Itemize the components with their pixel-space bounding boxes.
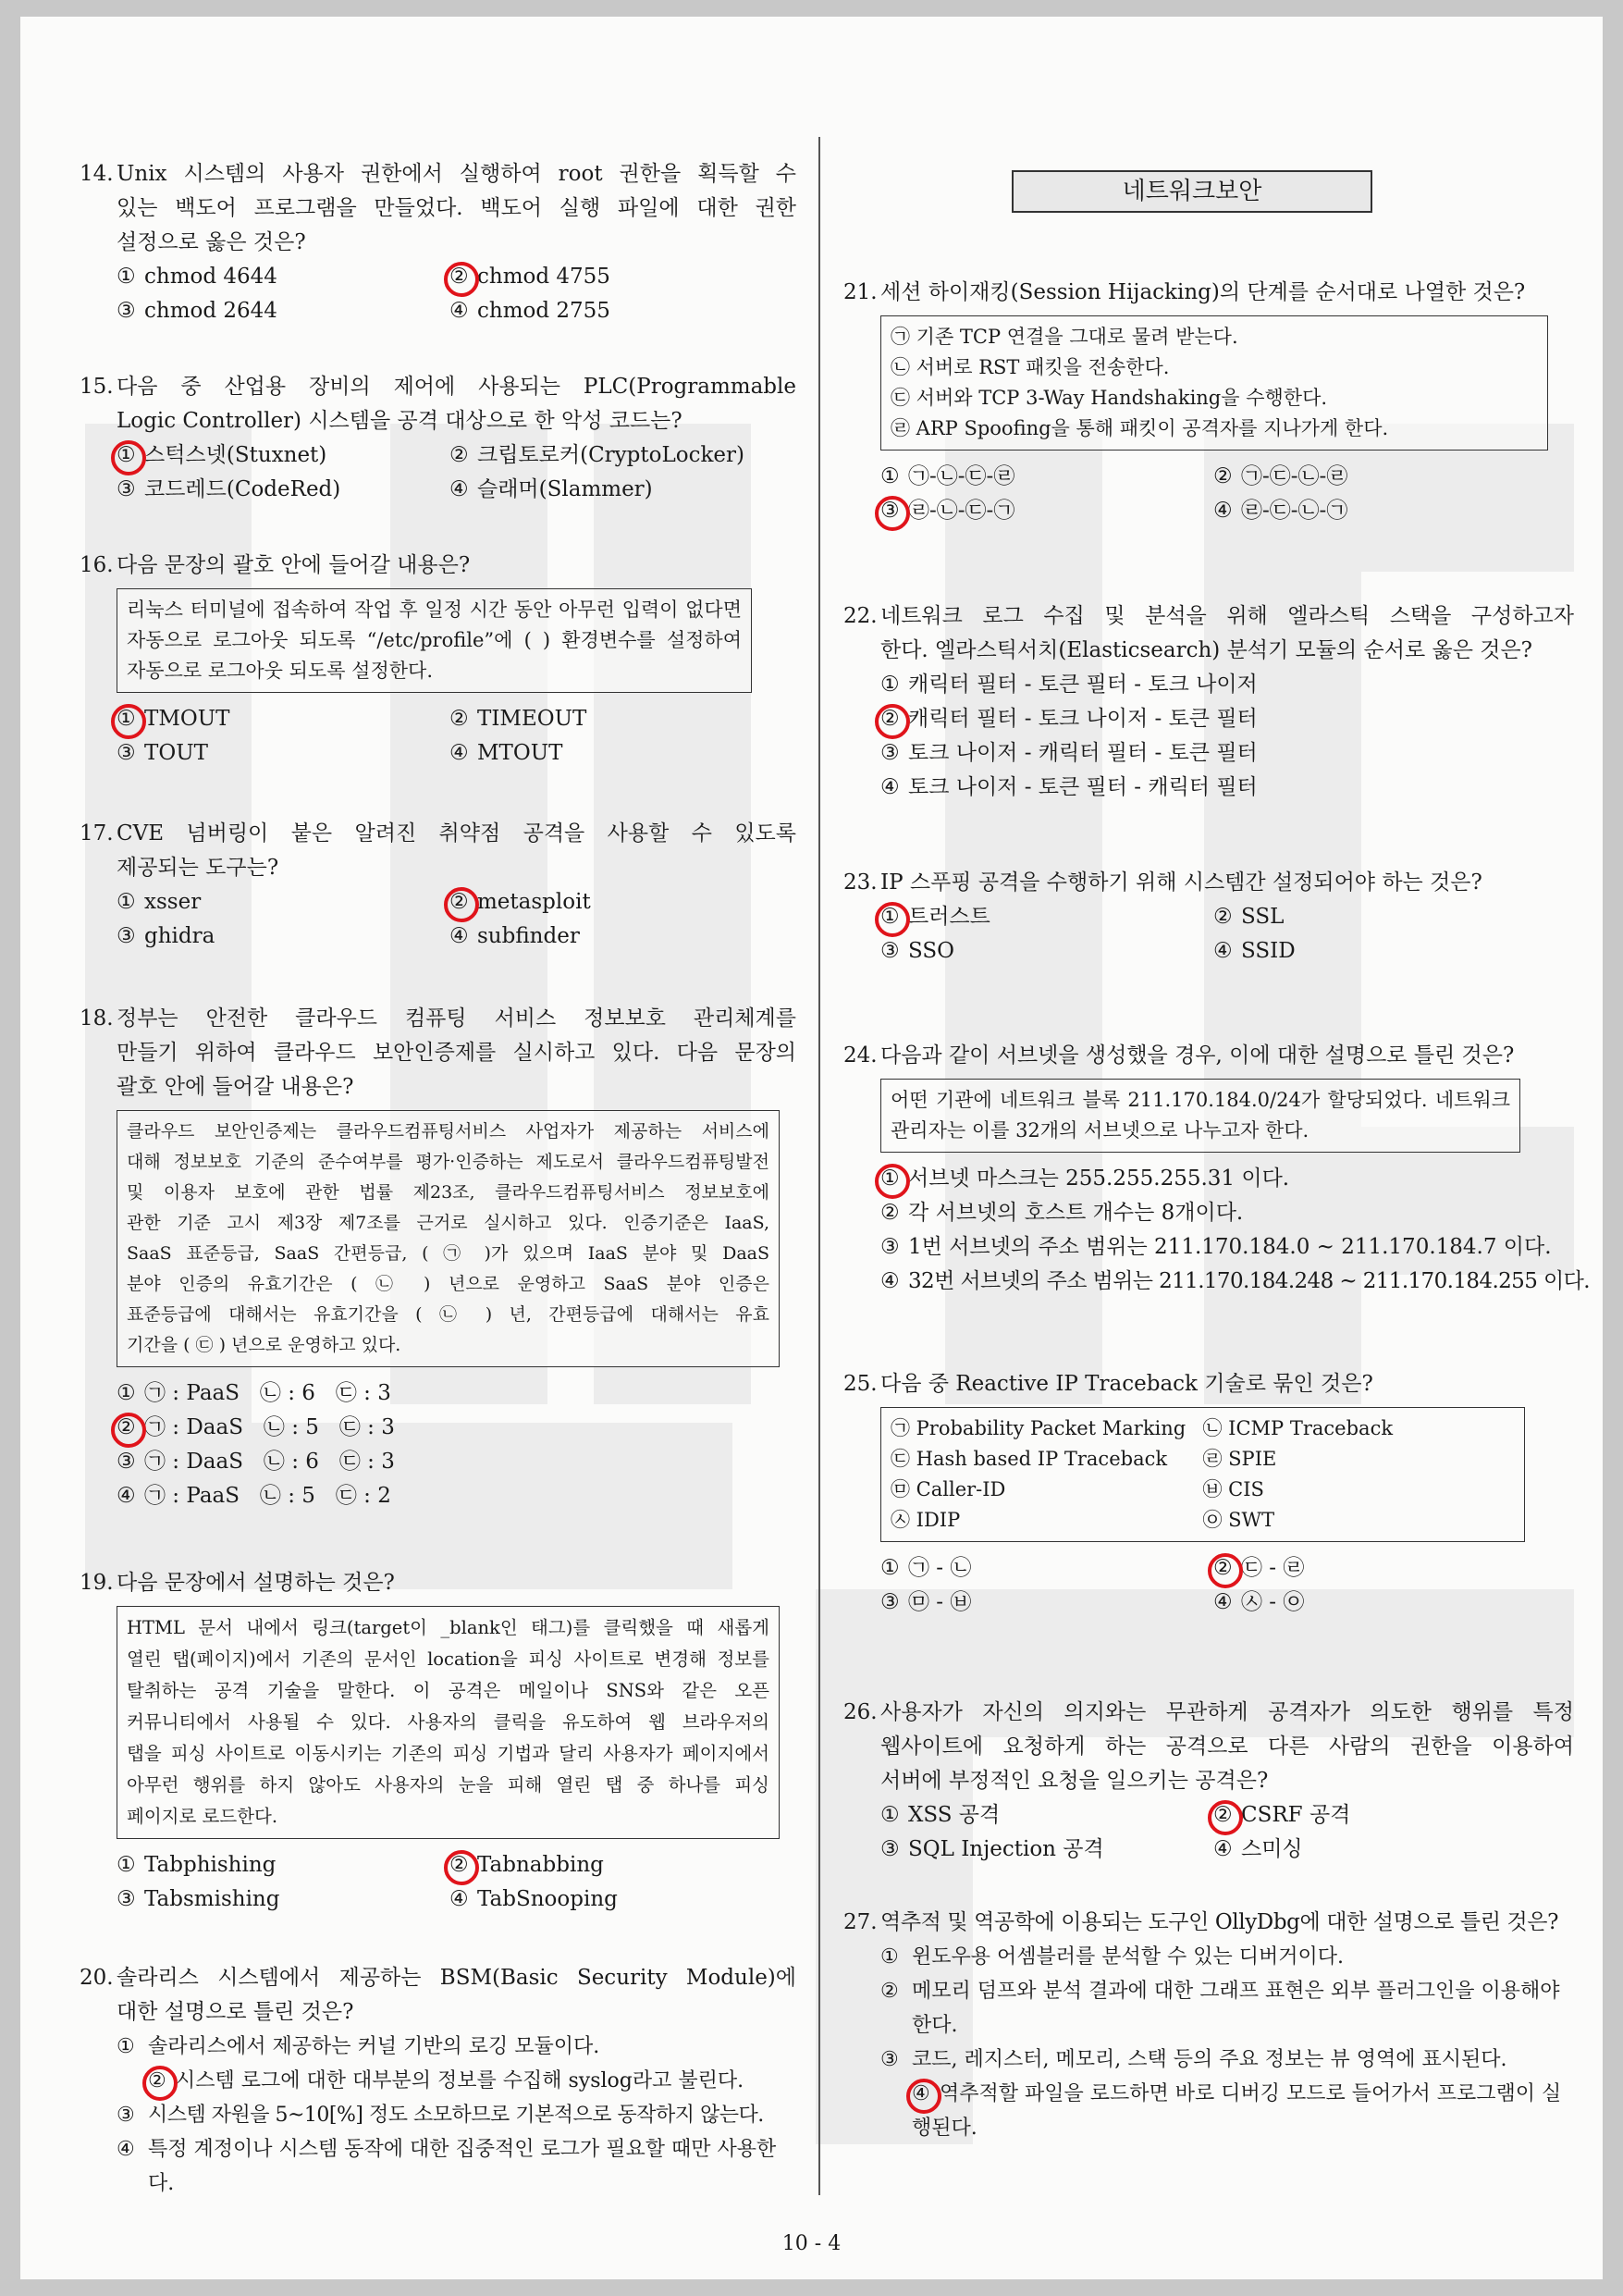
option-4[interactable] [1213,1586,1574,1620]
option-2-answer[interactable] [449,260,796,294]
option-marker: ② [449,443,469,467]
answer-marker: ④ [912,2077,940,2111]
option-text: ghidra [144,924,215,948]
option-text: ㉦ - ㉧ [1241,1590,1305,1614]
column-divider [818,137,820,2195]
question-25 [843,1367,1574,1620]
option-3[interactable] [117,294,449,328]
options [843,1940,1574,2145]
option-text: SSID [1241,939,1296,963]
question-box [117,588,752,693]
option-marker: ③ [117,2104,135,2127]
option-text: ㉣-㉡-㉢-㉠ [908,499,1015,523]
option-1[interactable] [880,1940,1574,1974]
option-text: Tabsmishing [144,1887,280,1911]
option-marker: ① [880,1556,900,1580]
option-4[interactable] [449,920,796,954]
option-2[interactable] [449,438,796,473]
options [80,1376,796,1513]
question-box [880,315,1548,451]
option-3[interactable] [117,1445,796,1479]
stem-line: 다음 중 산업용 장비의 제어에 사용되는 PLC(Programmable [117,375,796,399]
option-1-answer[interactable] [117,702,449,736]
question-number: 26. [843,1700,878,1724]
box-line: HTML 문서 내에서 링크(target이 _blank인 태그)를 클릭했을 때 새롭게 [127,1617,769,1638]
option-marker: ④ [880,775,900,799]
option-1[interactable] [117,1848,449,1882]
option-1[interactable] [117,2030,796,2064]
stem-line: 괄호 안에 들어갈 내용은? [117,1075,354,1099]
options [843,668,1574,805]
question-number: 27. [843,1910,878,1934]
option-marker: ① [117,2035,135,2058]
option-text: 토크 나이저 - 토큰 필터 - 캐릭터 필터 [908,775,1258,799]
option-text: 시스템 자원을 5~10[%] 정도 소모하므로 기본적으로 동작하지 않는다. [148,2104,764,2127]
option-text: SQL Injection 공격 [908,1837,1104,1861]
option-text: 슬래머(Slammer) [477,477,653,501]
stem-line: 솔라리스 시스템에서 제공하는 BSM(Basic Security Module)에 [117,1966,796,1990]
box-line: 탭을 피싱 사이트로 이동시키는 기존의 피싱 기법과 달리 사용자가 페이지에서 [127,1743,769,1764]
question-number: 16. [80,553,114,577]
option-2-answer[interactable] [1213,1551,1574,1586]
option-4[interactable] [880,771,1574,805]
option-text: TMOUT [144,707,230,731]
option-4[interactable] [449,294,796,328]
stem-line: 제공되는 도구는? [117,856,279,880]
stem-line: Logic Controller) 시스템을 공격 대상으로 한 악성 코드는? [117,409,682,433]
box-line: ㉠ Probability Packet Marking [891,1417,1187,1439]
box-line: 및 이용자 보호에 관한 법률 제23조, 클라우드컴퓨팅서비스 정보보호에 [127,1182,769,1203]
option-marker: ② [449,707,469,731]
option-3[interactable] [117,920,449,954]
question-number: 14. [80,162,114,186]
answer-marker: ② [117,1411,144,1445]
box-line: ㉢ 서버와 TCP 3-Way Handshaking을 수행한다. [891,387,1328,409]
question-number: 20. [80,1966,114,1990]
answer-marker: ② [449,885,477,920]
box-line: 관한 기준 고시 제3장 제7조를 근거로 실시하고 있다. 인증기준은 IaaS, [127,1213,769,1233]
question-number: 15. [80,375,114,399]
option-2-answer[interactable] [1213,1798,1574,1833]
option-text: 1번 서브넷의 주소 범위는 211.170.184.0 ~ 211.170.184.7 이다. [908,1235,1552,1259]
options [80,438,796,507]
option-2[interactable] [1213,460,1574,494]
option-text: 솔라리스에서 제공하는 커널 기반의 로깅 모듈이다. [148,2035,600,2058]
option-text: ㉠ : DaaS ㉡ : 5 ㉢ : 3 [144,1415,395,1439]
answer-marker: ② [148,2064,176,2098]
box-line: 탈취하는 공격 기술을 말한다. 이 공격은 메일이나 SNS와 같은 오픈 [127,1680,769,1701]
option-marker: ④ [449,1887,469,1911]
option-4[interactable] [449,1882,796,1917]
stem-line: 만들기 위하여 클라우드 보안인증제를 실시하고 있다. 다음 문장의 [117,1041,796,1065]
option-2[interactable] [449,702,796,736]
answer-marker: ② [449,1848,477,1882]
option-4[interactable] [1213,494,1574,528]
question-17 [80,817,796,954]
box-line: 리눅스 터미널에 접속하여 작업 후 일정 시간 동안 아무런 입력이 없다면 [127,599,742,621]
option-2[interactable] [880,1196,1590,1230]
question-stem [843,1039,1574,1073]
question-20 [80,1961,796,2201]
option-4[interactable] [449,473,796,507]
option-2[interactable] [1213,900,1574,934]
page-number: 10 - 4 [781,2232,842,2255]
option-3[interactable] [880,2043,1574,2077]
question-26 [843,1696,1574,1867]
option-4[interactable] [1213,1833,1574,1867]
option-marker: ① [117,265,136,289]
stem-line: 다음 중 Reactive IP Traceback 기술로 묶인 것은? [880,1372,1373,1396]
answer-marker: ② [1213,1798,1241,1833]
option-marker: ④ [449,741,469,765]
options [843,1551,1574,1620]
option-marker: ① [117,1381,136,1405]
option-text: TOUT [144,741,208,765]
box-line: 대해 정보보호 기준의 준수여부를 평가·인증하는 제도로서 클라우드컴퓨팅발전 [127,1152,769,1172]
section-title: 네트워크보안 [1012,170,1372,213]
options [843,460,1574,528]
option-text: 캐릭터 필터 - 토크 나이저 - 토큰 필터 [908,707,1258,731]
box-line: 관리자는 이를 32개의 서브넷으로 나누고자 한다. [891,1119,1309,1142]
option-marker: ① [117,1853,136,1877]
options [80,885,796,954]
question-21 [843,276,1574,528]
option-marker: ④ [1213,1837,1233,1861]
option-text: XSS 공격 [908,1803,1001,1827]
option-text: TIMEOUT [477,707,587,731]
option-text: 크립토로커(CryptoLocker) [477,443,744,467]
option-marker: ① [117,890,136,914]
question-number: 21. [843,280,878,304]
question-stem [80,1961,796,2030]
stem-line: Unix 시스템의 사용자 권한에서 실행하여 root 권한을 획득할 수 [117,162,796,186]
box-line: 열린 탭(페이지)에서 기존의 문서인 location을 피싱 사이트로 변경해 정보를 [127,1648,769,1670]
option-1[interactable] [117,260,449,294]
option-marker: ③ [117,741,136,765]
box-line: SaaS 표준등급, SaaS 간편등급, ( ㉠ )가 있으며 IaaS 분야 및 DaaS [127,1243,769,1264]
options [843,1162,1590,1299]
option-text: MTOUT [477,741,563,765]
option-marker: ④ [449,477,469,501]
option-text: 메모리 덤프와 분석 결과에 대한 그래프 표현은 외부 플러그인을 이용해야 한다. [912,1980,1560,2037]
question-27 [843,1906,1574,2145]
option-marker: ③ [117,1450,136,1474]
question-number: 23. [843,870,878,895]
box-line: 커뮤니티에서 사용될 수 있다. 사용자의 클릭을 유도하여 웹 브라우저의 [127,1711,769,1733]
question-box [117,1110,780,1367]
option-text: chmod 4644 [144,265,277,289]
box-line: 분야 인증의 유효기간은 ( ㉡ ) 년으로 운영하고 SaaS 분야 인증은 [127,1274,769,1294]
option-4[interactable] [449,736,796,771]
option-marker: ④ [117,2138,135,2161]
question-number: 19. [80,1571,114,1595]
question-stem [843,866,1574,900]
stem-line: 한다. 엘라스틱서치(Elasticsearch) 분석기 모듈의 순서로 옳은 것은? [880,638,1532,662]
option-text: 시스템 로그에 대한 대부분의 정보를 수집해 syslog라고 불린다. [176,2069,744,2092]
option-marker: ① [880,1803,900,1827]
stem-line: 다음 문장에서 설명하는 것은? [117,1571,395,1595]
option-text: ㉠ : PaaS ㉡ : 5 ㉢ : 2 [144,1484,391,1508]
option-3[interactable] [880,736,1574,771]
box-line: 아무런 행위를 하지 않아도 사용자의 눈을 피해 열린 탭 중 하나를 피싱 [127,1774,769,1796]
question-14 [80,157,796,328]
option-2[interactable] [880,1974,1574,2043]
option-text: 32번 서브넷의 주소 범위는 211.170.184.248 ~ 211.170.184.255 이다. [908,1269,1590,1293]
option-2-answer[interactable] [880,702,1574,736]
option-text: chmod 2644 [144,299,277,323]
option-1[interactable] [880,460,1213,494]
options [80,702,796,771]
stem-line: 세션 하이재킹(Session Hijacking)의 단계를 순서대로 나열한 것은? [880,280,1526,304]
stem-line: 사용자가 자신의 의지와는 무관하게 공격자가 의도한 행위를 특정 [880,1700,1574,1724]
option-text: SSO [908,939,954,963]
answer-marker: ① [880,1162,908,1196]
option-marker: ③ [880,1837,900,1861]
stem-line: 설정으로 옳은 것은? [117,230,306,254]
question-number: 18. [80,1006,114,1031]
option-marker: ③ [117,1887,136,1911]
option-marker: ② [1213,464,1233,488]
answer-marker: ① [117,438,144,473]
question-stem [843,599,1574,668]
option-2-answer[interactable] [117,2064,796,2098]
option-2-answer[interactable] [449,885,796,920]
question-stem [80,1566,796,1600]
stem-line: 있는 백도어 프로그램을 만들었다. 백도어 실행 파일에 대한 권한 [117,196,796,220]
option-marker: ③ [880,741,900,765]
question-stem [80,370,796,438]
stem-line: 다음 문장의 괄호 안에 들어갈 내용은? [117,553,471,577]
stem-line: IP 스푸핑 공격을 수행하기 위해 시스템간 설정되어야 하는 것은? [880,870,1482,895]
question-18 [80,1002,796,1513]
option-text: 코드, 레지스터, 메모리, 스택 등의 주요 정보는 뷰 영역에 표시된다. [912,2048,1507,2071]
option-text: ㉠ - ㉡ [908,1556,972,1580]
option-3[interactable] [880,1833,1213,1867]
answer-marker: ② [449,260,477,294]
option-marker: ① [880,464,900,488]
box-line: ㉡ ICMP Traceback [1202,1417,1394,1439]
question-stem [843,276,1574,310]
option-4[interactable] [880,1265,1590,1299]
box-line: ㉡ 서버로 RST 패킷을 전송한다. [891,356,1170,378]
option-text: xsser [144,890,202,914]
option-marker: ③ [117,299,136,323]
question-number: 25. [843,1372,878,1396]
question-22 [843,599,1574,805]
question-box [117,1606,780,1839]
option-4[interactable] [117,1479,796,1513]
option-1-answer[interactable] [880,1162,1590,1196]
option-text: TabSnooping [477,1887,618,1911]
option-marker: ④ [117,1484,136,1508]
option-marker: ④ [449,299,469,323]
option-text: 트러스트 [908,905,990,929]
box-line: ㉤ Caller-ID [891,1478,1006,1500]
options [80,260,796,328]
question-stem [843,1367,1574,1401]
option-1[interactable] [880,1798,1213,1833]
question-box [880,1407,1525,1542]
options [843,1798,1574,1867]
option-3[interactable] [117,2098,796,2132]
question-stem [843,1696,1574,1798]
option-marker: ① [880,673,900,697]
question-stem [80,157,796,260]
answer-marker: ③ [880,494,908,528]
option-marker: ④ [1213,499,1233,523]
option-text: SSL [1241,905,1285,929]
answer-marker: ② [1213,1551,1241,1586]
stem-line: 네트워크 로그 수집 및 분석을 위해 엘라스틱 스택을 구성하고자 [880,604,1574,628]
option-text: 서브넷 마스크는 255.255.255.31 이다. [908,1167,1290,1191]
question-stem [80,549,796,583]
option-marker: ③ [880,2048,899,2071]
box-line: ㉣ ARP Spoofing을 통해 패킷이 공격자를 지나가게 한다. [891,417,1389,439]
question-19 [80,1566,796,1917]
box-line: 자동으로 로그아웃 되도록 “/etc/profile”에 ( ) 환경변수를 설정하여 [127,629,742,651]
option-3[interactable] [880,1230,1590,1265]
option-4[interactable] [1213,934,1574,969]
option-1[interactable] [880,1551,1213,1586]
stem-line: 웹사이트에 요청하게 하는 공격으로 다른 사람의 권한을 이용하여 [880,1734,1574,1759]
option-text: ㉤ - ㉥ [908,1590,972,1614]
question-stem [80,1002,796,1105]
stem-line: 정부는 안전한 클라우드 컴퓨팅 서비스 정보보호 관리체계를 [117,1006,796,1031]
option-1-answer[interactable] [117,438,449,473]
box-line: 표준등급에 대해서는 유효기간을 ( ㉡ ) 년, 간편등급에 대해서는 유효 [127,1304,769,1325]
option-marker: ③ [880,939,900,963]
box-line: ㉢ Hash based IP Traceback [891,1448,1168,1470]
question-box [880,1079,1520,1153]
box-line: ㉧ SWT [1202,1509,1275,1531]
options [80,2030,796,2201]
question-stem [80,817,796,885]
option-text: chmod 4755 [477,265,610,289]
option-2-answer[interactable] [449,1848,796,1882]
exam-page [20,17,1603,2279]
option-text: metasploit [477,890,591,914]
options [80,1848,796,1917]
question-15 [80,370,796,507]
option-marker: ② [880,1980,899,2003]
option-text: 각 서브넷의 호스트 개수는 8개이다. [908,1201,1244,1225]
option-3[interactable] [880,1586,1213,1620]
answer-marker: ① [880,900,908,934]
option-marker: ① [880,1945,899,1969]
box-line: 페이지로 로드한다. [127,1806,278,1827]
box-line: ㉥ CIS [1202,1478,1264,1500]
option-text: subfinder [477,924,580,948]
option-text: 윈도우용 어셈블러를 분석할 수 있는 디버거이다. [912,1945,1345,1969]
option-3[interactable] [117,1882,449,1917]
option-4[interactable] [117,2132,796,2201]
option-text: 스턱스넷(Stuxnet) [144,443,327,467]
box-line: ㉠ 기존 TCP 연결을 그대로 물려 받는다. [891,326,1238,348]
option-text: ㉠-㉢-㉡-㉣ [1241,464,1348,488]
option-text: ㉢ - ㉣ [1241,1556,1305,1580]
option-marker: ③ [117,477,136,501]
option-4-answer[interactable] [880,2077,1574,2145]
option-marker: ② [880,1201,900,1225]
option-3-answer[interactable] [880,494,1213,528]
option-text: CSRF 공격 [1241,1803,1351,1827]
option-3[interactable] [880,934,1213,969]
option-marker: ③ [880,1235,900,1259]
question-number: 17. [80,821,114,846]
stem-line: 대한 설명으로 틀린 것은? [117,2000,354,2024]
question-number: 24. [843,1043,878,1068]
box-line: 클라우드 보안인증제는 클라우드컴퓨팅서비스 사업자가 제공하는 서비스에 [127,1121,769,1142]
box-line: ㉣ SPIE [1202,1448,1277,1470]
option-marker: ④ [880,1269,900,1293]
option-marker: ④ [1213,1590,1233,1614]
stem-line: CVE 넘버링이 붙은 알려진 취약점 공격을 사용할 수 있도록 [117,821,796,846]
option-1-answer[interactable] [880,900,1213,934]
question-16 [80,549,796,771]
option-marker: ④ [1213,939,1233,963]
option-text: ㉠ : DaaS ㉡ : 6 ㉢ : 3 [144,1450,395,1474]
option-text: ㉠-㉡-㉢-㉣ [908,464,1015,488]
stem-line: 서버에 부정적인 요청을 일으키는 공격은? [880,1769,1269,1793]
option-text: 역추적할 파일을 로드하면 바로 디버깅 모드로 들어가서 프로그램이 실행된다. [912,2082,1562,2140]
option-1[interactable] [880,668,1574,702]
options [843,900,1574,969]
option-marker: ③ [117,924,136,948]
option-text: ㉠ : PaaS ㉡ : 6 ㉢ : 3 [144,1381,391,1405]
question-24 [843,1039,1590,1299]
option-1[interactable] [117,885,449,920]
answer-marker: ① [117,702,144,736]
option-text: Tabnabbing [477,1853,604,1877]
option-1[interactable] [117,1376,796,1411]
answer-marker: ② [880,702,908,736]
question-23 [843,866,1574,969]
box-line: ㉦ IDIP [891,1509,961,1531]
box-line: 기간을 ( ㉢ ) 년으로 운영하고 있다. [127,1335,401,1355]
option-text: ㉣-㉢-㉡-㉠ [1241,499,1348,523]
box-line: 자동으로 로그아웃 되도록 설정한다. [127,660,433,682]
option-marker: ④ [449,924,469,948]
option-text: 스미싱 [1241,1837,1303,1861]
question-stem [843,1906,1574,1940]
stem-line: 역추적 및 역공학에 이용되는 도구인 OllyDbg에 대한 설명으로 틀린 것은? [880,1910,1559,1934]
option-text: 코드레드(CodeRed) [144,477,341,501]
option-text: chmod 2755 [477,299,610,323]
box-line: 어떤 기관에 네트워크 블록 211.170.184.0/24가 할당되었다. 네트워크 [891,1089,1510,1111]
option-3[interactable] [117,736,449,771]
stem-line: 다음과 같이 서브넷을 생성했을 경우, 이에 대한 설명으로 틀린 것은? [880,1043,1515,1068]
question-number: 22. [843,604,878,628]
option-text: Tabphishing [144,1853,277,1877]
option-text: 특정 계정이나 시스템 동작에 대한 집중적인 로그가 필요할 때만 사용한다. [148,2138,777,2195]
option-3[interactable] [117,473,449,507]
option-marker: ② [1213,905,1233,929]
option-marker: ③ [880,1590,900,1614]
option-text: 캐릭터 필터 - 토큰 필터 - 토크 나이저 [908,673,1258,697]
option-text: 토크 나이저 - 캐릭터 필터 - 토큰 필터 [908,741,1258,765]
option-2-answer[interactable] [117,1411,796,1445]
